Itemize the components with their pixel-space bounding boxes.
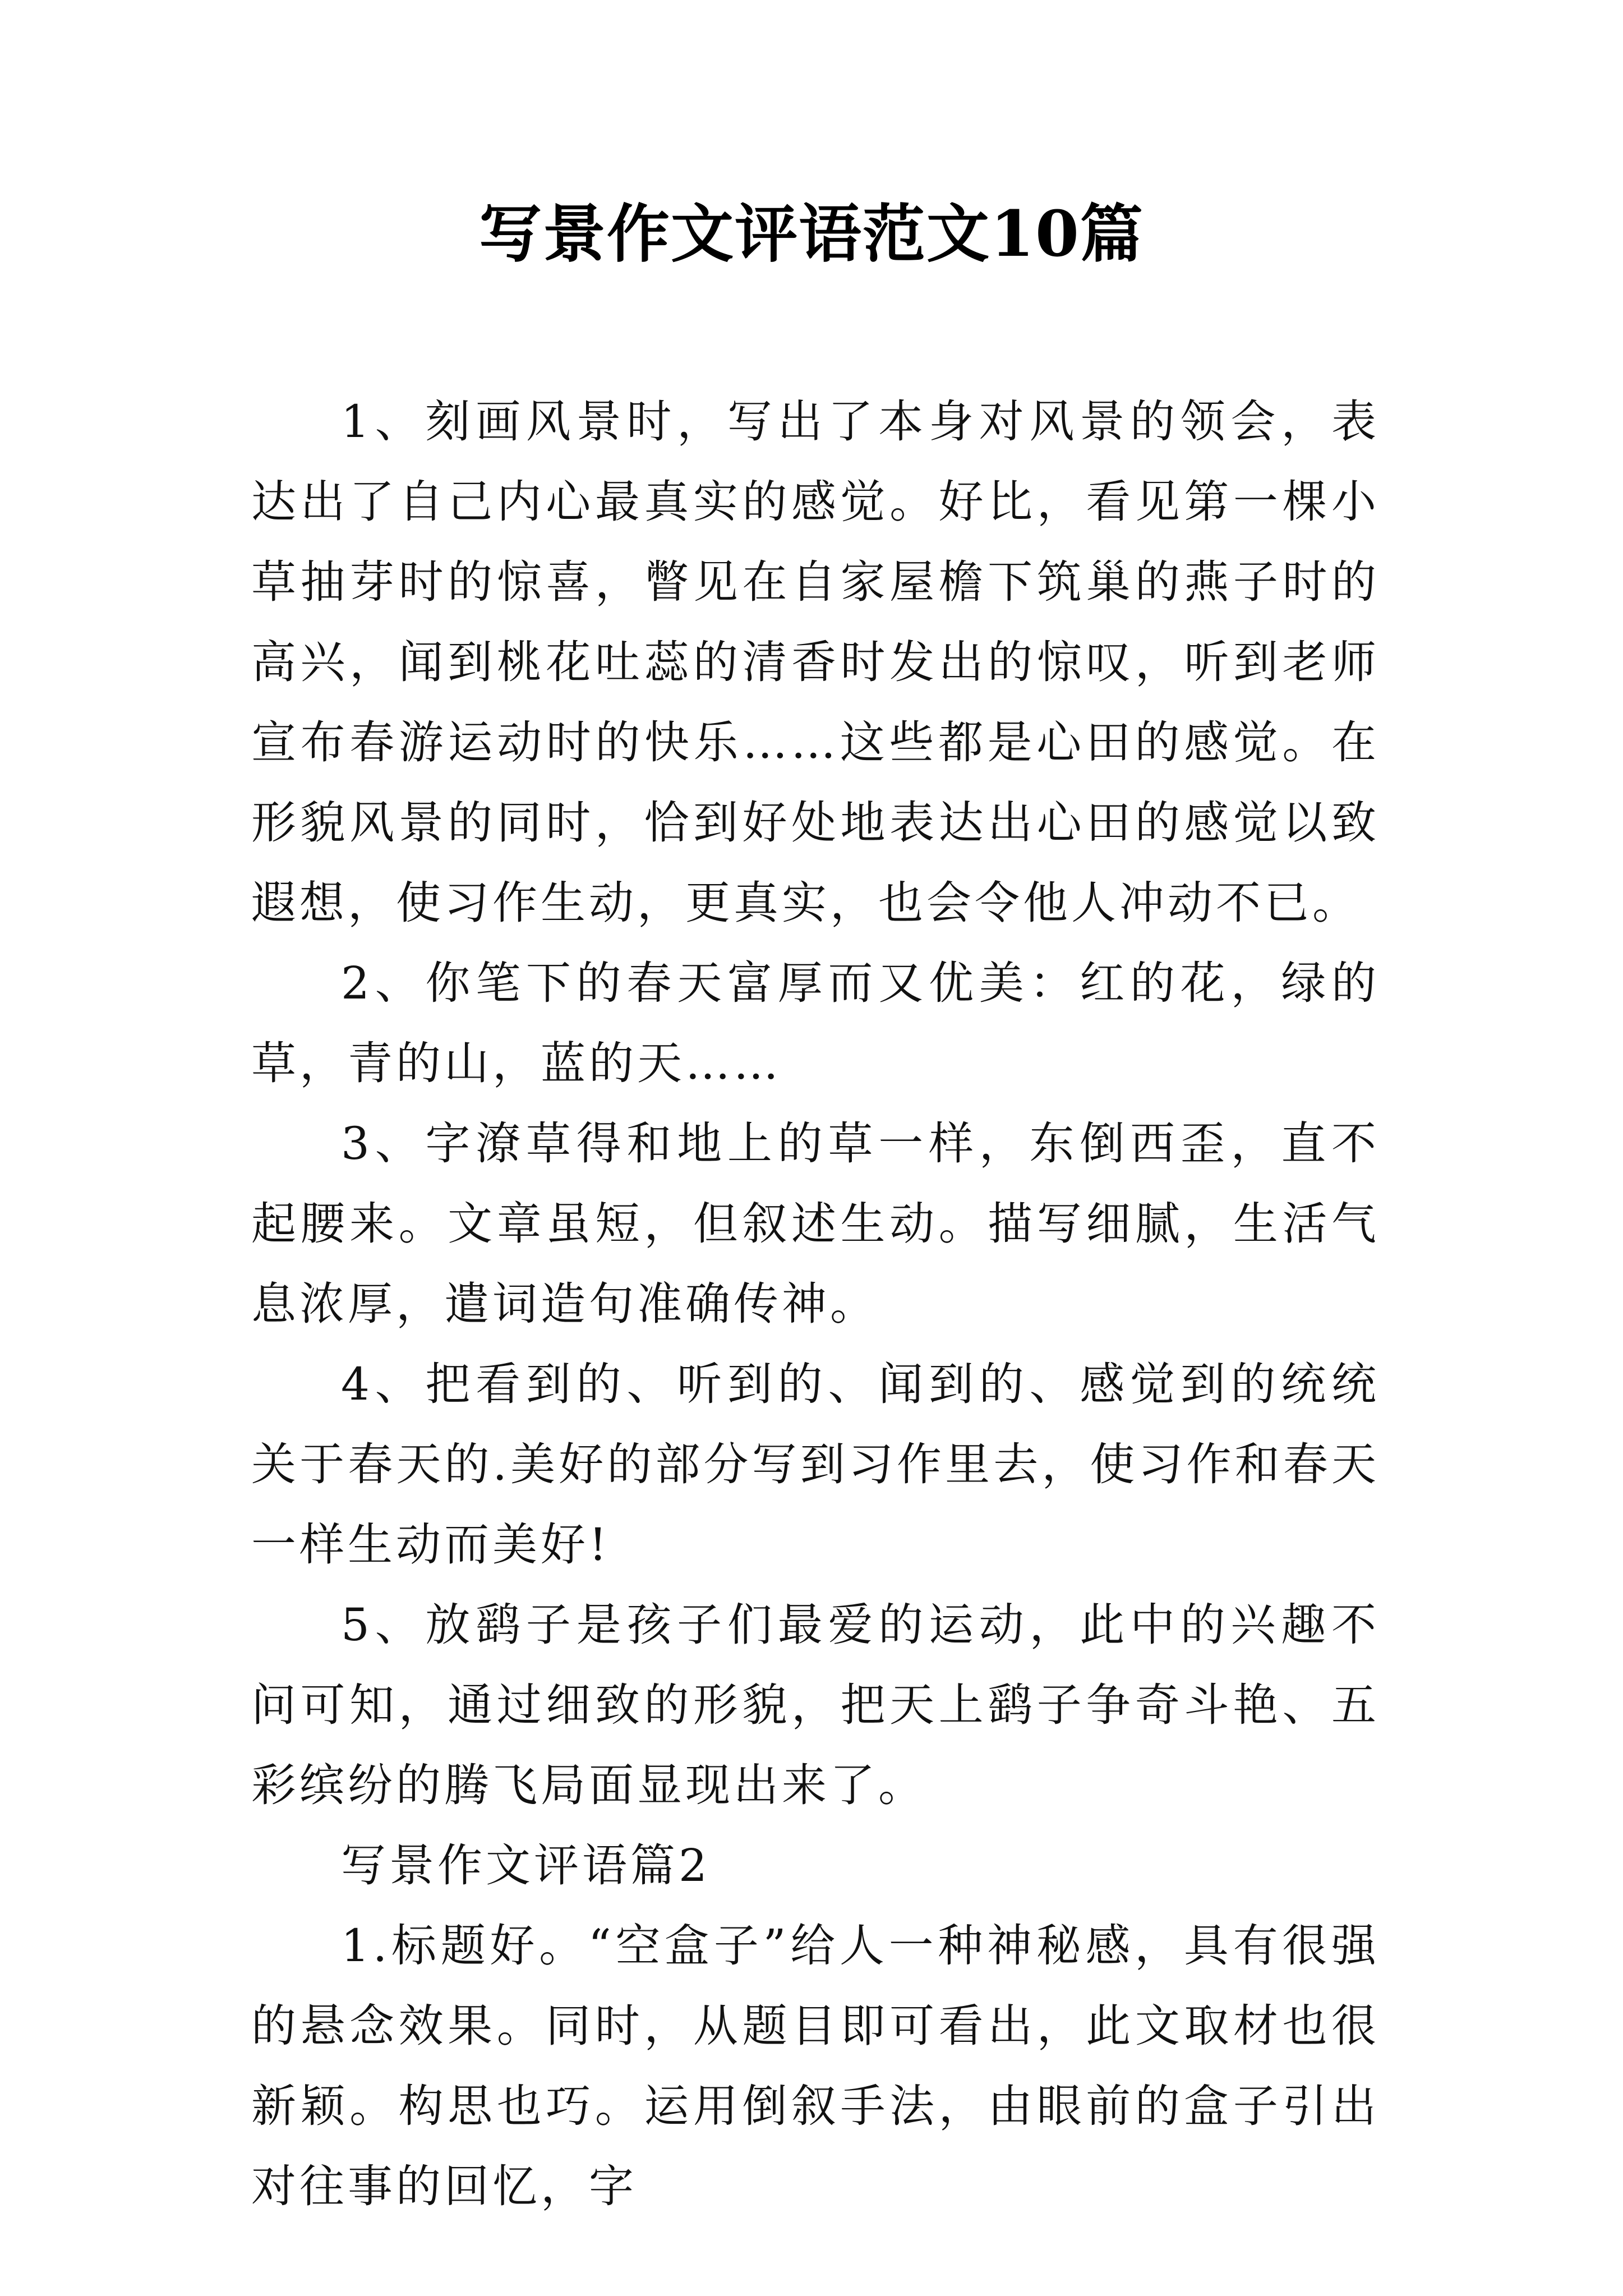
paragraph-comment-3: 3、字潦草得和地上的草一样，东倒西歪，直不起腰来。文章虽短，但叙述生动。描写细腻，生活气息浓厚，遣词造句准确传神。 [251,1117,1380,1330]
paragraph-part-2-comment-1: 1.标题好。“空盒子”给人一种神秘感，具有很强的悬念效果。同时，从题目即可看出，此文取材也很新颖。构思也巧。运用倒叙手法，由眼前的盒子引出对往事的回忆，字 [251,1920,1380,2212]
document-title: 写景作文评语范文10篇 [479,197,1144,271]
paragraph-comment-2: 2、你笔下的春天富厚而又优美：红的花，绿的草，青的山，蓝的天…… [251,957,1380,1089]
paragraph-comment-4: 4、把看到的、听到的、闻到的、感觉到的统统关于春天的.美好的部分写到习作里去，使习作和春天一样生动而美好! [251,1358,1380,1571]
document-body [251,381,1380,2226]
section-heading-part-2: 写景作文评语篇2 [341,1839,711,1892]
paragraph-comment-1: 1、刻画风景时，写出了本身对风景的领会，表达出了自己内心最真实的感觉。好比，看见第一棵小草抽芽时的惊喜，瞥见在自家屋檐下筑巢的燕子时的高兴，闻到桃花吐蕊的清香时发出的惊叹，听到老师宣布春游运动时的快乐……这些都是心田的感觉。在形貌风景的同时，恰到好处地表达出心田的感觉以致遐想，使习作生动，更真实，也会令他人冲动不已。 [251,395,1380,929]
paragraph-comment-5: 5、放鹞子是孩子们最爱的运动，此中的兴趣不问可知，通过细致的形貌，把天上鹞子争奇斗艳、五彩缤纷的腾飞局面显现出来了。 [251,1599,1380,1811]
